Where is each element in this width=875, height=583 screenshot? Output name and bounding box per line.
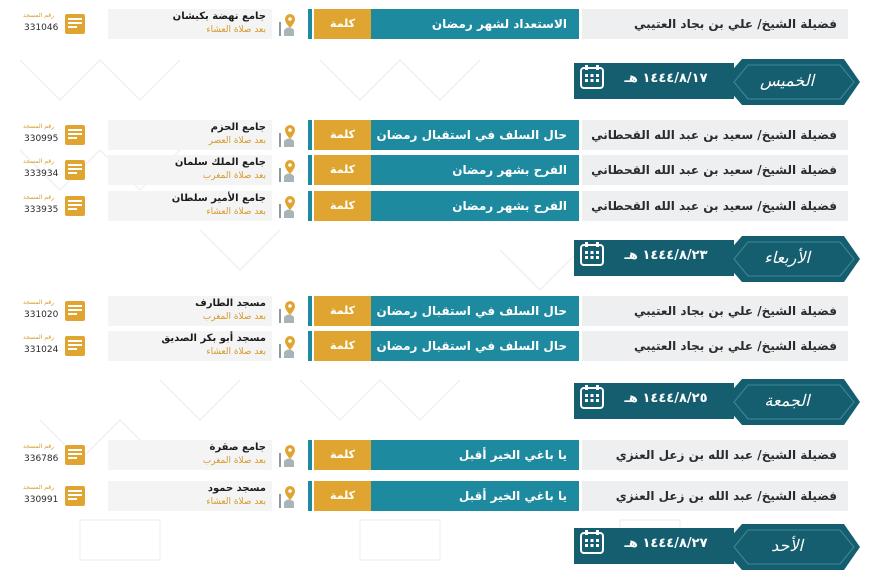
hijri-date: ١٤٤٤/٨/٢٥ هـ	[624, 391, 708, 406]
day-name: الأربعاء	[764, 248, 810, 267]
lecture-row[interactable]	[16, 331, 848, 361]
lecture-topic: الفرح بشهر رمضان	[371, 191, 579, 221]
venue-cell	[108, 9, 272, 39]
lecture-topic: الاستعداد لشهر رمضان	[371, 9, 579, 39]
badge-edge	[308, 155, 312, 185]
lecture-topic: حال السلف في استقبال رمضان	[371, 331, 579, 361]
badge-edge	[308, 331, 312, 361]
hijri-date: ١٤٤٤/٨/١٧ هـ	[624, 71, 708, 86]
mosque-location-icon[interactable]	[276, 12, 300, 38]
lecture-row[interactable]	[16, 440, 848, 470]
venue-name: جامع الأمير سلطان	[171, 193, 266, 204]
document-icon[interactable]	[62, 12, 88, 36]
day-name: الجمعة	[764, 391, 810, 410]
mosque-location-icon[interactable]	[276, 334, 300, 360]
venue-name: جامع الملك سلمان	[174, 157, 266, 168]
document-icon[interactable]	[62, 123, 88, 147]
lecture-type-badge: كلمة	[314, 296, 371, 326]
mosque-code: 331046	[24, 23, 59, 33]
venue-name: مسجد حمود	[207, 483, 266, 494]
venue-name: جامع صقرة	[209, 442, 266, 453]
lecture-topic: يا باغي الخير أقبل	[371, 481, 579, 511]
venue-time: بعد صلاة المغرب	[202, 312, 266, 322]
mosque-code: 330991	[24, 495, 59, 505]
document-icon[interactable]	[62, 194, 88, 218]
venue-time: بعد صلاة المغرب	[202, 456, 266, 466]
lecture-topic: الفرح بشهر رمضان	[371, 155, 579, 185]
lecturer-name: فضيلة الشيخ/ سعيد بن عبد الله القحطاني	[582, 155, 848, 185]
mosque-code-label: رقم المسجد	[23, 158, 55, 165]
day-name: الأحد	[771, 536, 803, 555]
mosque-location-icon[interactable]	[276, 123, 300, 149]
mosque-code: 331020	[24, 310, 59, 320]
lecture-type-badge: كلمة	[314, 155, 371, 185]
calendar-icon	[580, 530, 604, 554]
day-banner-sunday	[574, 524, 860, 570]
venue-name: جامع الحزم	[210, 122, 266, 133]
venue-name: مسجد الطارف	[195, 298, 266, 309]
lecturer-name: فضيلة الشيخ/ علي بن بجاد العتيبي	[582, 9, 848, 39]
mosque-code-label: رقم المسجد	[23, 443, 55, 450]
document-icon[interactable]	[62, 334, 88, 358]
mosque-code: 333934	[24, 169, 59, 179]
day-banner-friday	[574, 379, 860, 425]
lecture-topic: يا باغي الخير أقبل	[371, 440, 579, 470]
mosque-code: 336786	[24, 454, 59, 464]
lecture-type-badge: كلمة	[314, 191, 371, 221]
venue-cell	[108, 296, 272, 326]
badge-edge	[308, 9, 312, 39]
mosque-location-icon[interactable]	[276, 158, 300, 184]
mosque-location-icon[interactable]	[276, 299, 300, 325]
day-name: الخميس	[759, 71, 815, 90]
venue-name: جامع نهضة بكبشان	[172, 11, 266, 22]
mosque-code: 330995	[24, 134, 59, 144]
lecture-row[interactable]	[16, 481, 848, 511]
venue-time: بعد صلاة المغرب	[202, 171, 266, 181]
lecture-row[interactable]	[16, 296, 848, 326]
venue-name: مسجد أبو بكر الصديق	[161, 333, 266, 344]
venue-time: بعد صلاة العصر	[208, 136, 266, 146]
document-icon[interactable]	[62, 443, 88, 467]
venue-cell	[108, 440, 272, 470]
venue-cell	[108, 191, 272, 221]
document-icon[interactable]	[62, 158, 88, 182]
lecturer-name: فضيلة الشيخ/ علي بن بجاد العتيبي	[582, 331, 848, 361]
badge-edge	[308, 440, 312, 470]
day-banner-wednesday	[574, 236, 860, 282]
mosque-location-icon[interactable]	[276, 443, 300, 469]
mosque-code: 333935	[24, 205, 59, 215]
calendar-icon	[580, 242, 604, 266]
lecture-type-badge: كلمة	[314, 331, 371, 361]
venue-time: بعد صلاة العشاء	[206, 207, 266, 217]
document-icon[interactable]	[62, 299, 88, 323]
venue-time: بعد صلاة العشاء	[206, 25, 266, 35]
lecture-topic: حال السلف في استقبال رمضان	[371, 296, 579, 326]
lecture-type-badge: كلمة	[314, 440, 371, 470]
badge-edge	[308, 120, 312, 150]
lecturer-name: فضيلة الشيخ/ علي بن بجاد العتيبي	[582, 296, 848, 326]
mosque-code-label: رقم المسجد	[23, 484, 55, 491]
venue-time: بعد صلاة العشاء	[206, 347, 266, 357]
venue-time: بعد صلاة العشاء	[206, 497, 266, 507]
venue-cell	[108, 331, 272, 361]
mosque-location-icon[interactable]	[276, 194, 300, 220]
document-icon[interactable]	[62, 484, 88, 508]
lecturer-name: فضيلة الشيخ/ سعيد بن عبد الله القحطاني	[582, 120, 848, 150]
lecture-row[interactable]	[16, 155, 848, 185]
venue-cell	[108, 155, 272, 185]
badge-edge	[308, 296, 312, 326]
day-banner-thursday	[574, 59, 860, 105]
lecture-row-top[interactable]	[16, 9, 848, 39]
lecturer-name: فضيلة الشيخ/ عبد الله بن زعل العنزي	[582, 481, 848, 511]
lecture-type-badge: كلمة	[314, 120, 371, 150]
lecture-type-badge: كلمة	[314, 9, 371, 39]
hijri-date: ١٤٤٤/٨/٢٣ هـ	[624, 248, 708, 263]
venue-cell	[108, 120, 272, 150]
mosque-location-icon[interactable]	[276, 484, 300, 510]
mosque-code-label: رقم المسجد	[23, 123, 55, 130]
mosque-code-label: رقم المسجد	[23, 12, 55, 19]
calendar-icon	[580, 385, 604, 409]
mosque-code-label: رقم المسجد	[23, 194, 55, 201]
lecture-type-badge: كلمة	[314, 481, 371, 511]
mosque-code-label: رقم المسجد	[23, 334, 55, 341]
venue-cell	[108, 481, 272, 511]
badge-edge	[308, 481, 312, 511]
calendar-icon	[580, 65, 604, 89]
lecturer-name: فضيلة الشيخ/ عبد الله بن زعل العنزي	[582, 440, 848, 470]
lecture-row[interactable]	[16, 120, 848, 150]
lecturer-name: فضيلة الشيخ/ سعيد بن عبد الله القحطاني	[582, 191, 848, 221]
hijri-date: ١٤٤٤/٨/٢٧ هـ	[624, 536, 708, 551]
mosque-code-label: رقم المسجد	[23, 299, 55, 306]
lecture-row[interactable]	[16, 191, 848, 221]
lecture-topic: حال السلف في استقبال رمضان	[371, 120, 579, 150]
badge-edge	[308, 191, 312, 221]
mosque-code: 331024	[24, 345, 59, 355]
